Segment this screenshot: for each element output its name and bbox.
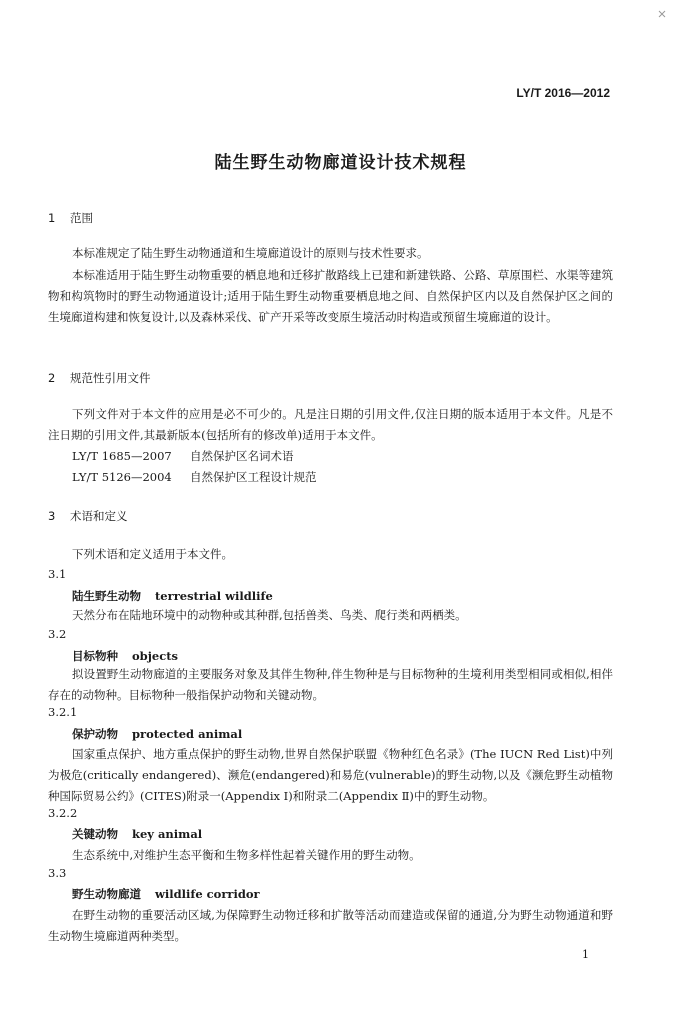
reference-title: 自然保护区名词术语 bbox=[190, 449, 294, 463]
section-number: 3 bbox=[48, 509, 56, 523]
term-en: wildlife corridor bbox=[155, 887, 260, 901]
term-definition: 拟设置野生动物廊道的主要服务对象及其伴生物种,伴生物种是与目标物种的生境利用类型相同或相似,相伴存在的动物种。目标物种一般指保护动物和关键动物。 bbox=[48, 667, 613, 702]
reference-item bbox=[72, 469, 317, 485]
term-definition: 在野生动物的重要活动区域,为保障野生动物迁移和扩散等活动而建造或保留的通道,分为野生动物通道和野生动物生境廊道两种类型。 bbox=[48, 908, 613, 943]
term-en: objects bbox=[132, 649, 178, 663]
reference-code: LY/T 1685—2007 bbox=[72, 449, 172, 463]
term-en: terrestrial wildlife bbox=[155, 589, 273, 603]
section-3-heading bbox=[48, 508, 128, 524]
term-zh: 陆生野生动物 bbox=[72, 589, 141, 603]
term-en: key animal bbox=[132, 827, 203, 841]
document-title: 陆生野生动物廊道设计技术规程 bbox=[214, 153, 467, 173]
clause-number: 3.2.2 bbox=[48, 806, 78, 820]
section-2-heading bbox=[48, 370, 151, 386]
term-definition: 天然分布在陆地环境中的动物种或其种群,包括兽类、鸟类、爬行类和两栖类。 bbox=[72, 608, 467, 622]
term-entry bbox=[72, 648, 178, 664]
section-title: 范围 bbox=[70, 211, 93, 225]
section-number: 2 bbox=[48, 371, 56, 385]
term-definition: 生态系统中,对维护生态平衡和生物多样性起着关键作用的野生动物。 bbox=[72, 848, 421, 862]
clause-number: 3.1 bbox=[48, 567, 67, 581]
term-zh: 关键动物 bbox=[72, 827, 118, 841]
scan-mark bbox=[658, 10, 666, 18]
normative-refs-intro: 下列文件对于本文件的应用是必不可少的。凡是注日期的引用文件,仅注日期的版本适用于本文件。凡是不注日期的引用文件,其最新版本(包括所有的修改单)适用于本文件。 bbox=[48, 407, 613, 442]
section-number: 1 bbox=[48, 211, 56, 225]
term-entry bbox=[72, 588, 273, 604]
term-en: protected animal bbox=[132, 727, 243, 741]
page-number: 1 bbox=[582, 948, 589, 961]
scope-paragraph-1: 本标准规定了陆生野生动物通道和生境廊道设计的原则与技术性要求。 bbox=[72, 246, 429, 260]
reference-item bbox=[72, 448, 294, 464]
section-title: 术语和定义 bbox=[70, 509, 128, 523]
reference-code: LY/T 5126—2004 bbox=[72, 470, 172, 484]
clause-number: 3.3 bbox=[48, 866, 67, 880]
section-title: 规范性引用文件 bbox=[70, 371, 151, 385]
reference-title: 自然保护区工程设计规范 bbox=[190, 470, 317, 484]
term-entry bbox=[72, 826, 202, 842]
clause-number: 3.2 bbox=[48, 627, 67, 641]
term-zh: 野生动物廊道 bbox=[72, 887, 141, 901]
term-entry bbox=[72, 886, 260, 902]
terms-intro: 下列术语和定义适用于本文件。 bbox=[72, 547, 233, 561]
section-1-heading bbox=[48, 210, 93, 226]
term-definition: 国家重点保护、地方重点保护的野生动物,世界自然保护联盟《物种红色名录》(The IUCN Red List)中列为极危(critically endangered)、濒危(endangered)和易危(vulnerable)的野生动物,以及《濒危野生动植物种国际贸易公约》(CITES)附录一(Appendix Ⅰ)和附录二(Appendix Ⅱ)中的野生动物。 bbox=[48, 747, 613, 803]
term-entry bbox=[72, 726, 242, 742]
term-zh: 保护动物 bbox=[72, 727, 118, 741]
standard-code: LY/T 2016—2012 bbox=[516, 86, 610, 100]
clause-number: 3.2.1 bbox=[48, 705, 78, 719]
term-zh: 目标物种 bbox=[72, 649, 118, 663]
scope-paragraph-2: 本标准适用于陆生野生动物重要的栖息地和迁移扩散路线上已建和新建铁路、公路、草原围栏、水渠等建筑物和构筑物时的野生动物通道设计;适用于陆生野生动物重要栖息地之间、自然保护区内以及自然保护区之间的生境廊道构建和恢复设计,以及森林采伐、矿产开采等改变原生境活动时构造或预留生境廊道的设计。 bbox=[48, 268, 613, 324]
